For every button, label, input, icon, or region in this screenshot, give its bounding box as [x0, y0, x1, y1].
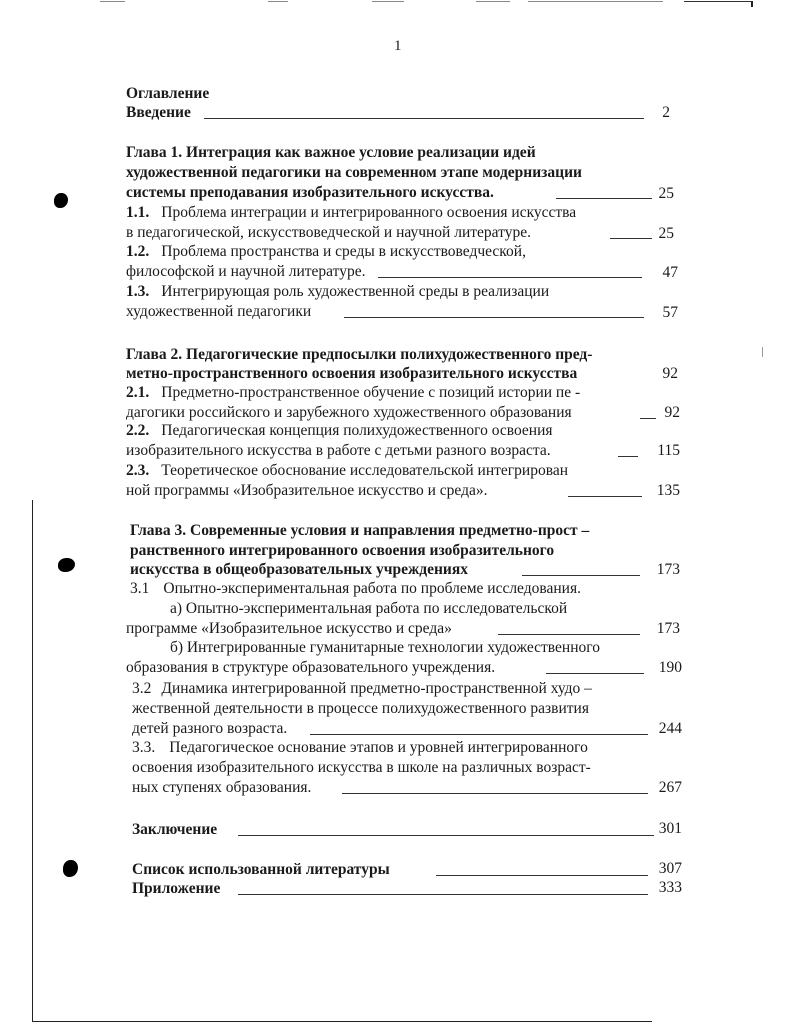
- chapter3-page: 173: [656, 561, 680, 578]
- section-1-1-line: 1.1. Проблема интеграции и интегрированного освоения искусства: [126, 204, 577, 221]
- chapter1-title-line: Глава 1. Интеграция как важное условие реализации идей: [126, 144, 536, 161]
- leader-line: [238, 835, 654, 836]
- section-3-3-line: 3.3. Педагогическое основание этапов и уровней интегрированного: [132, 739, 588, 756]
- section-2-1-line: дагогики российского и зарубежного художественного образования: [126, 404, 572, 421]
- section-3-1a-line: программе «Изобразительное искусство и среда»: [126, 620, 452, 637]
- scan-edge-mark: [372, 1, 404, 2]
- chapter2-page: 92: [662, 365, 678, 382]
- ink-blot: [58, 558, 75, 572]
- scan-corner-mark: [751, 1, 753, 7]
- toc-appendix-page: 333: [658, 879, 682, 896]
- section-3-1-line: 3.1 Опытно-экспериментальная работа по проблеме исследования.: [130, 580, 581, 597]
- section-3-1b-page: 190: [658, 659, 682, 676]
- toc-intro-label: Введение: [126, 104, 191, 121]
- toc-conclusion-page: 301: [658, 820, 682, 837]
- leader-line: [342, 793, 648, 794]
- scan-edge-mark: [268, 1, 288, 2]
- section-1-3-line: 1.3. Интегрирующая роль художественной среды в реализации: [126, 283, 550, 300]
- section-2-3-page: 135: [656, 482, 680, 499]
- section-1-3-line: художественной педагогики: [126, 303, 312, 320]
- chapter1-title-line: художественной педагогики на современном этапе модернизации: [126, 164, 582, 181]
- scan-border-left: [32, 500, 33, 1022]
- scan-edge-mark: [476, 1, 510, 2]
- chapter1-page: 25: [658, 185, 674, 202]
- toc-references-page: 307: [658, 860, 682, 877]
- section-1-2-line: 1.2. Проблема пространства и среды в искусствоведческой,: [126, 243, 526, 260]
- section-3-1b-line: б) Интегрированные гуманитарные технологии художественного: [170, 639, 600, 656]
- section-3-2-line: 3.2 Динамика интегрированной предметно-пространственной худо –: [132, 680, 592, 697]
- leader-line: [204, 118, 644, 119]
- toc-conclusion-label: Заключение: [132, 821, 218, 838]
- section-3-1a-line: а) Опытно-экспериментальная работа по исследовательской: [170, 600, 568, 617]
- section-1-2-line: философской и научной литературе.: [126, 263, 366, 280]
- chapter2-title-line: Глава 2. Педагогические предпосылки полихудожественного пред-: [126, 346, 593, 363]
- section-3-1a-page: 173: [656, 620, 680, 637]
- section-1-3-page: 57: [662, 304, 678, 321]
- leader-line: [378, 277, 642, 278]
- leader-line: [310, 734, 648, 735]
- section-3-3-page: 267: [658, 779, 682, 796]
- scan-edge-mark: [100, 1, 125, 2]
- toc-references-label: Список использованной литературы: [132, 861, 390, 878]
- section-3-2-line: жественной деятельности в процессе полихудожественного развития: [132, 700, 589, 717]
- leader-line: [568, 496, 642, 497]
- section-2-3-line: 2.3. Теоретическое обоснование исследовательской интегрирован: [126, 462, 568, 479]
- leader-line: [238, 894, 648, 895]
- chapter3-title-line: ранственного интегрированного освоения изобразительного: [130, 542, 555, 559]
- leader-line: [498, 634, 640, 635]
- section-2-2-line: изобразительного искусства в работе с детьми разного возраста.: [126, 442, 551, 459]
- section-2-2-line: 2.2. Педагогическая концепция полихудожественного освоения: [126, 422, 553, 439]
- leader-line: [344, 317, 644, 318]
- section-3-2-line: детей разного возраста.: [132, 720, 288, 737]
- scan-edge-mark: [528, 1, 663, 2]
- leader-line: [546, 673, 644, 674]
- scan-edge-mark: [762, 347, 763, 357]
- section-2-1-page: 92: [664, 404, 680, 421]
- ink-blot: [63, 860, 78, 877]
- chapter3-title-line: искусства в общеобразовательных учреждениях: [130, 561, 468, 578]
- section-2-1-line: 2.1. Предметно-пространственное обучение с позиций истории пе -: [126, 384, 581, 401]
- scan-edge-mark: [684, 1, 752, 2]
- leader-line: [436, 875, 648, 876]
- toc-intro-page: 2: [662, 104, 670, 121]
- section-1-1-page: 25: [658, 225, 674, 242]
- section-3-1b-line: образования в структуре образовательного учреждения.: [126, 659, 496, 676]
- chapter3-title-line: Глава 3. Современные условия и направления предметно-прост –: [130, 522, 590, 539]
- toc-appendix-label: Приложение: [132, 880, 221, 897]
- chapter1-title-line: системы преподавания изобразительного искусства.: [126, 184, 494, 201]
- section-3-3-line: ных ступенях образования.: [132, 779, 312, 796]
- section-3-2-page: 244: [658, 720, 682, 737]
- section-2-3-line: ной программы «Изобразительное искусство и среда».: [126, 482, 488, 499]
- leader-line: [618, 456, 638, 457]
- chapter2-title-line: метно-пространственного освоения изобразительного искусства: [126, 365, 578, 382]
- section-1-1-line: в педагогической, искусствоведческой и научной литературе.: [126, 224, 531, 241]
- scan-border-bottom: [32, 1021, 652, 1022]
- leader-line: [522, 575, 640, 576]
- page-number: 1: [394, 38, 402, 54]
- ink-blot: [54, 193, 68, 208]
- toc-title: Оглавление: [126, 85, 210, 102]
- section-3-3-line: освоения изобразительного искусства в школе на различных возраст-: [132, 759, 591, 776]
- section-1-2-page: 47: [662, 264, 678, 281]
- section-2-2-page: 115: [657, 442, 680, 459]
